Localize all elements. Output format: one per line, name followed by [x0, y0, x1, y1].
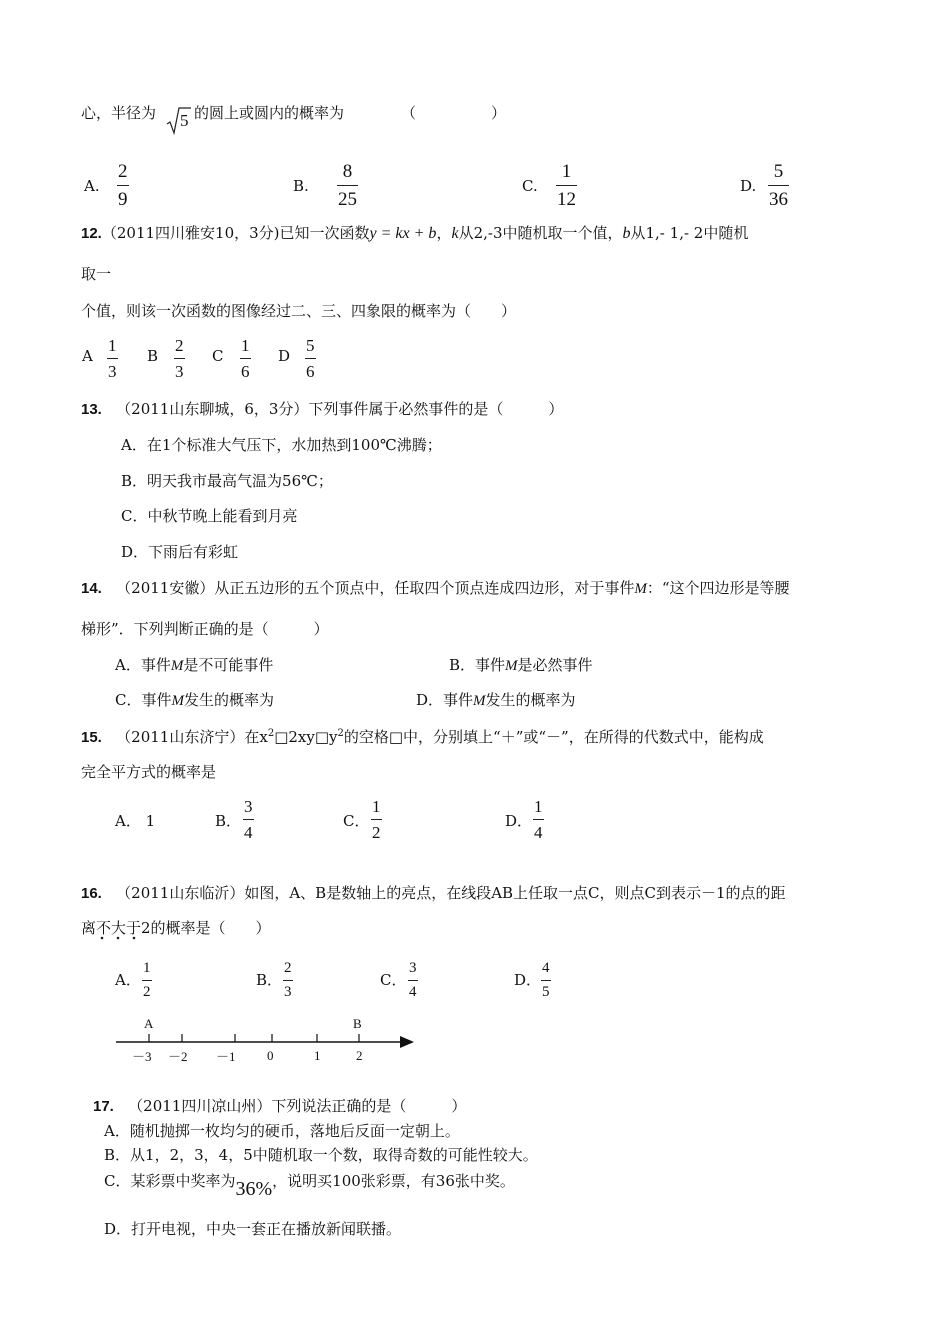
- q14-line1-end: ：“这个四边形是等腰: [646, 579, 790, 597]
- q14-number: 14.: [81, 580, 102, 597]
- numerator: 8: [342, 161, 353, 182]
- denominator: 25: [338, 189, 357, 210]
- q11-stem-right-text: 的圆上或圆内的概率为: [194, 104, 345, 122]
- denominator: 9: [118, 189, 128, 210]
- q13-option-a: A．在1个标准大气压下，水加热到100℃沸腾；: [121, 436, 442, 454]
- q12-option-d-label: D: [278, 347, 291, 365]
- q15-line1: [81, 727, 764, 748]
- q17-option-c-a: C．某彩票中奖率为: [104, 1172, 236, 1190]
- numerator: 1: [561, 161, 572, 182]
- q16-line2: 离不大于2的概率是（ ）: [81, 919, 271, 937]
- q15-option-b-label: B．: [215, 812, 242, 830]
- tick-label: 1: [314, 1048, 321, 1063]
- q12-option-d-fraction: [305, 337, 316, 380]
- q12-line1-a: （2011四川雅安10，3分)已知一次函数: [101, 224, 370, 242]
- q12-line2: 取一: [81, 265, 112, 283]
- q11-answer-paren: [401, 103, 506, 123]
- q12-line1: [81, 223, 748, 244]
- q14-option-b: [449, 655, 593, 676]
- denominator: 6: [306, 362, 315, 381]
- numerator: 5: [773, 161, 784, 182]
- q17-option-c-b: ，说明买100张彩票，有36张中奖。: [272, 1172, 515, 1190]
- q13-option-c: C．中秋节晚上能看到月亮: [121, 507, 298, 525]
- number-line-figure: [112, 1014, 422, 1068]
- q15-option-d-label: D．: [505, 812, 533, 830]
- q14-option-c-suffix: 发生的概率为: [183, 691, 274, 709]
- denominator: 2: [372, 823, 381, 842]
- q16-line1-text: （2011山东临沂）如图，A、B是数轴上的亮点，在线段AB上任取一点C，则点C到表示－1的点的距: [116, 884, 786, 902]
- q15-line1-b: □2xy□y: [274, 728, 338, 746]
- q11-stem-right: [194, 103, 344, 123]
- q14-option-b-prefix: B．事件: [449, 656, 506, 674]
- tick-label: 2: [356, 1048, 363, 1063]
- q15-option-b-fraction: [243, 798, 254, 841]
- q12-separator: ，: [436, 224, 452, 242]
- q16-option-c-label: C．: [380, 971, 407, 989]
- q16-number: 16.: [81, 885, 102, 902]
- q16-option-a-fraction: [142, 961, 152, 1000]
- q11-option-b-fraction: [337, 162, 358, 209]
- q13-number: 13.: [81, 401, 102, 418]
- q15-line1-c: 的空格□中，分别填上“＋”或“－”，在所得的代数式中，能构成: [343, 728, 764, 746]
- denominator: 6: [241, 362, 250, 381]
- denominator: 4: [409, 984, 417, 1000]
- q14-option-a-prefix: A．事件: [115, 656, 171, 674]
- denominator: 12: [557, 189, 576, 210]
- numerator: 3: [409, 960, 417, 976]
- q13-stem: （2011山东聊城，6，3分）下列事件属于必然事件的是（ ）: [116, 400, 564, 418]
- q14-option-c-var: M: [171, 693, 184, 709]
- q15-option-a-label: A．: [115, 812, 141, 830]
- q14-line1: [81, 578, 790, 599]
- numerator: 1: [534, 797, 543, 816]
- q12-option-b-label: B: [147, 347, 159, 365]
- q12-option-c-fraction: [240, 337, 251, 380]
- q11-option-d-label: D.: [740, 177, 757, 195]
- numerator: 2: [118, 161, 128, 182]
- q11-radicand: 5: [180, 111, 189, 130]
- q14-option-d-var: M: [473, 693, 486, 709]
- q17-option-b: B．从1，2，3，4，5中随机取一个数，取得奇数的可能性较大。: [104, 1146, 538, 1164]
- q14-option-d: [416, 690, 576, 711]
- q16-option-d-fraction: [541, 961, 551, 1000]
- q11-option-a-label: A.: [84, 177, 100, 195]
- q12-line3: 个值，则该一次函数的图像经过二、三、四象限的概率为（ ）: [81, 302, 517, 320]
- q11-option-b-label: B.: [293, 177, 309, 195]
- q17-option-a: A．随机抛掷一枚均匀的硬币，落地后反面一定朝上。: [104, 1122, 460, 1140]
- q14-option-a-var: M: [170, 658, 184, 674]
- q14-line2: 梯形”．下列判断正确的是（ ）: [81, 620, 329, 638]
- denominator: 4: [244, 823, 253, 842]
- numerator: 4: [542, 960, 550, 976]
- q15-option-c-fraction: [371, 798, 382, 841]
- q13-option-d: D．下雨后有彩虹: [121, 543, 239, 561]
- q15-option-c-label: C．: [343, 812, 370, 830]
- point-a-label: A: [144, 1016, 154, 1031]
- tick-label: 0: [267, 1048, 274, 1063]
- q14-option-c: [115, 690, 274, 711]
- q17-option-c: [104, 1170, 515, 1200]
- denominator: 3: [284, 984, 292, 1000]
- q14-option-d-suffix: 发生的概率为: [485, 691, 576, 709]
- q12-line1-b: 从2,-3中随机取一个值，: [458, 224, 623, 242]
- q15-option-a-value: 1: [145, 812, 156, 830]
- denominator: 3: [108, 362, 117, 381]
- q12-option-a-label: A: [82, 347, 93, 365]
- q16-option-b-label: B．: [256, 971, 283, 989]
- point-b-label: B: [353, 1016, 362, 1031]
- numerator: 1: [108, 336, 117, 355]
- q11-paren-text: （ ）: [401, 104, 507, 122]
- q15-exponent-2: 2: [337, 728, 344, 739]
- denominator: 2: [143, 984, 151, 1000]
- q12-option-a-fraction: [107, 337, 118, 380]
- q12-option-c-label: C: [212, 347, 224, 365]
- numerator: 5: [306, 336, 315, 355]
- q11-option-c-fraction: [556, 162, 577, 209]
- q15-number: 15.: [81, 729, 102, 746]
- denominator: 5: [542, 984, 550, 1000]
- q14-line1-text: （2011安徽）从正五边形的五个顶点中，任取四个顶点连成四边形，对于事件: [116, 579, 635, 597]
- q11-stem-left: 心，半径为: [81, 104, 157, 122]
- numerator: 3: [244, 797, 253, 816]
- q11-stem: [81, 103, 156, 123]
- tick-label: －3: [132, 1049, 152, 1064]
- q11-option-c-label: C.: [522, 177, 538, 195]
- q12-option-b-fraction: [174, 337, 185, 380]
- q14-option-c-prefix: C．事件: [115, 691, 172, 709]
- q14-event-variable: M: [634, 581, 647, 597]
- q16-line1: [81, 883, 786, 904]
- q13-option-b: B．明天我市最高气温为56℃；: [121, 472, 333, 490]
- q12-formula: y = kx + b: [369, 225, 437, 242]
- q12-number: 12.: [81, 225, 102, 242]
- q13-stem-line: [81, 399, 563, 420]
- q12-line1-c: 从1,- 1,- 2中随机: [630, 224, 749, 242]
- q14-option-a-suffix: 是不可能事件: [183, 656, 274, 674]
- q15-exponent-1: 2: [267, 728, 275, 739]
- q16-option-c-fraction: [408, 961, 418, 1000]
- axis-arrow-icon: [400, 1036, 414, 1048]
- numerator: 1: [241, 336, 250, 355]
- q14-option-a: [115, 655, 273, 676]
- q12-b-variable: b: [622, 225, 631, 242]
- q17-stem: （2011四川凉山州）下列说法正确的是（ ）: [128, 1097, 467, 1115]
- q11-option-a-fraction: [117, 162, 129, 209]
- q17-number: 17.: [93, 1098, 114, 1115]
- q16-option-d-label: D．: [514, 971, 542, 989]
- q11-option-d-fraction: [768, 162, 789, 209]
- q16-option-a-label: A．: [115, 971, 141, 989]
- numerator: 1: [372, 797, 381, 816]
- q15-option-d-fraction: [533, 798, 544, 841]
- emphasis-dots-icon: [99, 934, 139, 942]
- q15-option-a: [115, 811, 155, 831]
- q12-k-variable: k: [451, 225, 459, 242]
- denominator: 4: [534, 823, 543, 842]
- q17-option-c-percent: 36%: [235, 1178, 273, 1200]
- q17-stem-line: [93, 1096, 466, 1117]
- numerator: 2: [175, 336, 184, 355]
- q14-option-b-var: M: [505, 658, 518, 674]
- numerator: 2: [284, 960, 292, 976]
- q11-sqrt: [166, 105, 192, 135]
- q15-line1-a: （2011山东济宁）在x: [116, 728, 268, 746]
- q14-option-d-prefix: D．事件: [416, 691, 474, 709]
- tick-label: －2: [168, 1049, 188, 1064]
- tick-label: －1: [216, 1049, 236, 1064]
- q14-option-b-suffix: 是必然事件: [517, 656, 593, 674]
- q16-option-b-fraction: [283, 961, 293, 1000]
- q15-line2: 完全平方式的概率是: [81, 763, 217, 781]
- q17-option-d: D．打开电视，中央一套正在播放新闻联播。: [104, 1220, 402, 1238]
- denominator: 3: [175, 362, 184, 381]
- numerator: 1: [143, 960, 151, 976]
- denominator: 36: [769, 189, 788, 210]
